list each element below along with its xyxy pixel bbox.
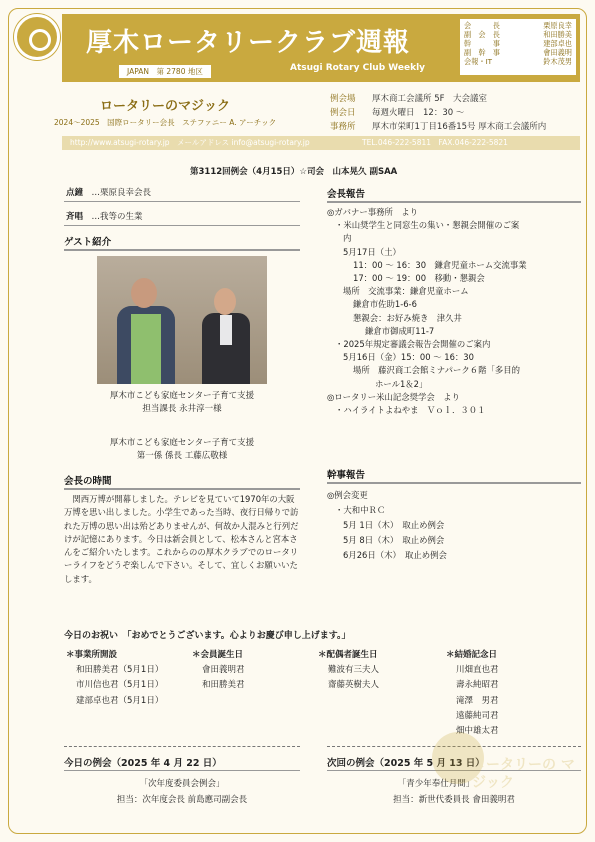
today-meeting-person: 担当：次年度会長 前島應司副会長 (116, 795, 248, 805)
secretary-report-title: 幹事報告 (327, 467, 581, 484)
report-line: 5月 8日（木） 取止め例会 (343, 535, 445, 545)
report-line: 11：00 ～ 16：30 鎌倉児童ホーム交流事業 (353, 259, 527, 270)
report-line: 内 (343, 233, 352, 244)
celebration-column: ＊会員誕生日 會田義明君 和田勝美君 (192, 650, 245, 691)
website-link[interactable]: http://www.atsugi-rotary.jp メールアドレス info@atsugi-rotary.jp (70, 138, 310, 147)
report-line: 5月16日（金）15：00 ～ 16：30 (343, 352, 474, 363)
secretary-report (327, 488, 447, 563)
district-label: JAPAN 第 2780 地区 (118, 64, 212, 79)
bell-row: 点鐘 …栗原良幸会長 (66, 188, 152, 198)
president-speech: 関西万博が開幕しました。テレビを見ていて1970年の大阪万博を思い出しました。小学生であった当時、夜行日帰りで訪れた万博の思い出は殆どありませんが、何故か人混みと行列だけが記憶にあります。今日は新会員として、松本さんと宮本さんをご紹介いたします。これからのの厚木クラブでのロータリーライフをどうぞ楽しんで下さい。そして、宜しくお願いいたします。 (64, 494, 299, 584)
next-meeting-heading: 次回の例会（2025 年 5 月 13 日） (327, 758, 485, 769)
officer-row: 副 幹 事 會田義明 (464, 48, 572, 57)
celebration-title: 今日のお祝い 「おめでとうございます。心よりお慶び申し上げます。」 (64, 631, 351, 641)
report-line: 鎌倉市佐助1-6-6 (353, 299, 417, 310)
divider (64, 225, 300, 226)
next-meeting-person: 担当：新世代委員長 會田義明君 (393, 795, 515, 805)
divider (64, 746, 300, 747)
celebration-column: ＊配偶者誕生日 難波有三夫人 齋藤英樹夫人 (318, 650, 380, 691)
report-line: ・2025年規定審議会報告会開催のご案内 (335, 339, 491, 350)
report-line: 鎌倉市御成町11-7 (365, 325, 435, 336)
divider (64, 770, 300, 771)
celebration-column: ＊結婚記念日 川畑直也君 壽永純昭君 滝澤 男君 遠藤純司君 畑中雄太君 (446, 650, 499, 737)
report-line: 5月17日（土） (343, 246, 401, 257)
celebration-column: ＊事業所開設 和田勝美君（5月1日） 市川信也君（5月1日） 建部卓也君（5月1日） (66, 650, 164, 706)
guest-caption-2: 厚木市こども家庭センター子育て支援 第一係 係長 工藤広敬様 (109, 438, 255, 461)
officers-box (460, 19, 576, 75)
theme-subtitle: 2024～2025 国際ロータリー会長 ステファニー A. アーチック (54, 118, 277, 127)
officer-row: 副 会 長 和田勝美 (464, 30, 572, 39)
president-report (327, 206, 582, 417)
rotary-wheel-logo (14, 14, 60, 60)
meeting-number: 第3112回例会（4月15日）☆司会 山本晃久 副SAA (190, 167, 398, 177)
report-line: 場所 交流事業：鎌倉児童ホーム (343, 286, 469, 297)
next-meeting-topic: 「青少年奉仕月間」 (397, 779, 475, 789)
report-line: 懇親会：お好み焼き 津久井 (353, 312, 462, 323)
today-meeting-topic: 「次年度委員会例会」 (139, 779, 225, 789)
president-report-title: 会長報告 (327, 186, 581, 203)
report-line: ・米山奨学生と同窓生の集い・懇親会開催のご案 (335, 220, 520, 231)
officer-row: 会報・IT 鈴木茂男 (464, 57, 572, 66)
report-line: ◎ロータリー米山記念奨学会 より (327, 391, 460, 402)
meeting-info: 例会場 厚木商工会議所 5F 大会議室 例会日 毎週火曜日 12：30 ～ 事務所 厚木市栄町1丁目16番15号 厚木商工会議所内 (330, 94, 547, 132)
report-line: 6月26日（木） 取止め例会 (343, 550, 447, 560)
phone-fax: TEL.046-222-5811 FAX.046-222-5821 (362, 138, 508, 147)
report-line: ◎例会変更 (327, 490, 368, 500)
officer-row: 幹 事 建部卓也 (464, 39, 572, 48)
president-time-title: 会長の時間 (64, 473, 300, 490)
report-line: 場所 藤沢商工会館ミナパーク６階「多目的 (353, 365, 520, 376)
guest-caption-1: 厚木市こども家庭センター子育て支援 担当課長 永井淳一様 (109, 391, 255, 414)
report-line: ・大和中ＲＣ (335, 505, 386, 515)
report-line: ◎ガバナー事務所 より (327, 207, 419, 217)
divider (64, 201, 300, 202)
watermark-logo: ロータリーの マジック (432, 728, 582, 818)
theme-title: ロータリーのマジック (100, 99, 231, 114)
report-line: ・ハイライトよねやま Ｖｏｌ．３０１ (335, 405, 486, 416)
song-row: 斉唱 …我等の生業 (66, 212, 143, 222)
newsletter-title: 厚木ロータリークラブ週報 (86, 28, 411, 58)
report-line: 5月 1日（木） 取止め例会 (343, 520, 445, 530)
contact-bar (62, 136, 580, 150)
report-line: ホール1＆2」 (375, 378, 428, 389)
english-title: Atsugi Rotary Club Weekly (290, 63, 426, 73)
guest-photo (97, 256, 267, 384)
guest-section-title: ゲスト紹介 (64, 234, 300, 251)
report-line: 17：00 ～ 19：00 移動・懇親会 (353, 273, 485, 284)
today-meeting-heading: 今日の例会（2025 年 4 月 22 日） (64, 758, 222, 769)
officer-row: 会 長 栗原良幸 (464, 21, 572, 30)
